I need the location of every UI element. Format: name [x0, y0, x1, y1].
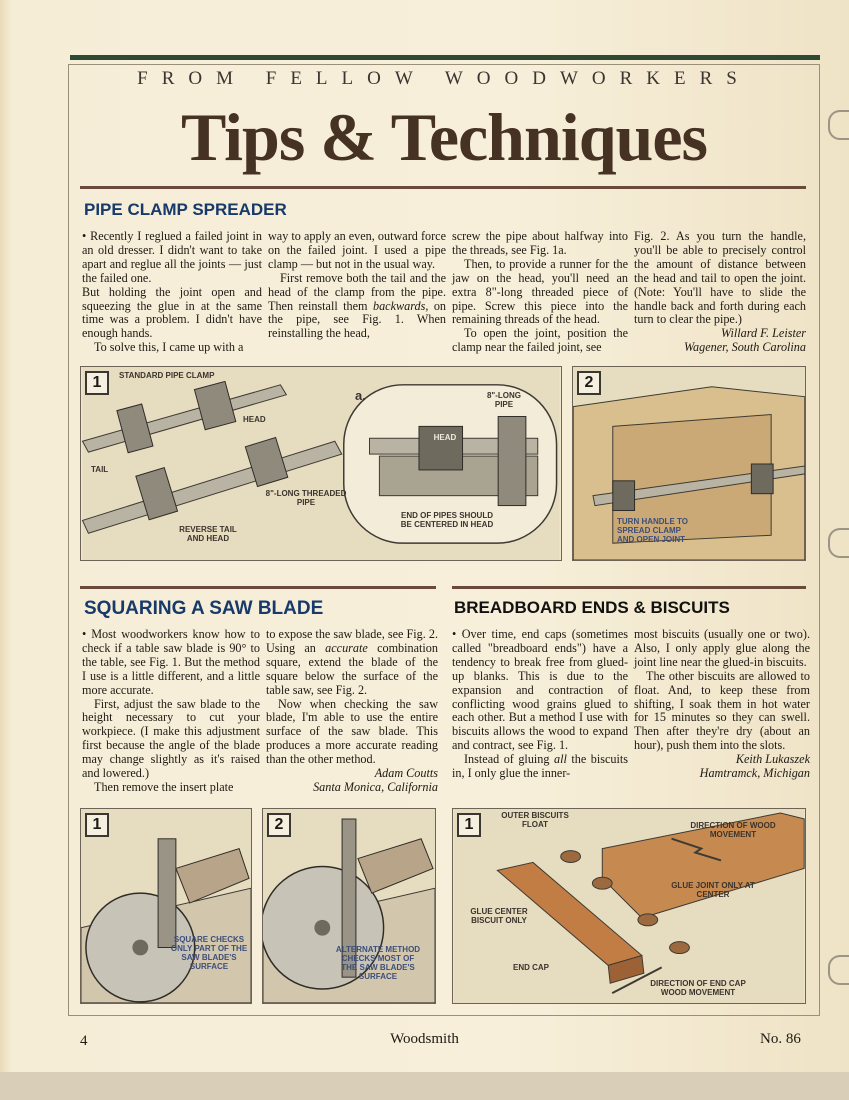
label-glue-center: GLUE CENTER BISCUIT ONLY: [470, 907, 528, 925]
signature-name: Willard F. Leister: [721, 326, 806, 341]
binder-ring: [828, 955, 849, 985]
paragraph: Then remove the insert plate: [94, 779, 234, 794]
inset-letter: a.: [355, 388, 366, 403]
paragraph: To solve this, I came up with a: [94, 340, 244, 355]
breadboard-col-2: [634, 628, 810, 781]
breadboard-figure-1: [452, 808, 806, 1004]
pipe-clamp-col-2: [268, 230, 446, 341]
emphasis: backwards,: [372, 298, 429, 313]
figure-number-badge: 2: [267, 813, 291, 837]
label-head: HEAD: [243, 415, 266, 424]
label-end-cap: END CAP: [512, 963, 549, 972]
label-direction-end-cap: DIRECTION OF END CAP WOOD MOVEMENT: [650, 979, 746, 997]
paragraph: most biscuits (usually one or two). Also, I only apply glue along the joint line near the glued-in biscuits.: [634, 627, 810, 669]
pipe-clamp-title: PIPE CLAMP SPREADER: [84, 200, 287, 219]
paragraph: The other biscuits are allowed to float. And, to keep these from shifting, I soak them in hot water for 15 minutes so they can swell. Then after they're dry (about an hour), push them into the slots.: [634, 668, 810, 753]
label-glue-joint: GLUE JOINT ONLY AT CENTER: [671, 881, 755, 899]
pipe-clamp-figure-2: [572, 366, 806, 561]
label-square-checks: SQUARE CHECKS ONLY PART OF THE SAW BLADE'S SURFACE: [170, 935, 248, 971]
text-run: First remove both the tail and the head of the clamp from the pipe. Then reinstall them: [268, 270, 446, 313]
signature-name: Adam Coutts: [374, 766, 438, 781]
signature-place: Santa Monica, California: [313, 779, 438, 794]
squaring-title: SQUARING A SAW BLADE: [84, 598, 324, 619]
signature-name: Keith Lukaszek: [735, 752, 810, 767]
top-color-bar: [70, 55, 820, 60]
signature-place: Hamtramck, Michigan: [699, 766, 810, 781]
paragraph: To open the joint, position the clamp near the failed joint, see: [452, 326, 628, 355]
issue-number: No. 86: [760, 1031, 801, 1047]
paragraph: • Over time, end caps (sometimes called "breadboard ends") have a tendency to break free from glued-up blanks. This is due to the expansion and contraction of conflicting wood grains glued to each other. But a method I use with biscuits allows the wood to expand and contract, see Fig. 1.: [452, 627, 628, 753]
page-bottom-shade: [0, 1072, 849, 1100]
squaring-col-1: [82, 628, 260, 795]
pipe-clamp-col-4: [634, 230, 806, 355]
signature-place: Wagener, South Carolina: [684, 340, 806, 355]
paragraph: But holding the joint open and squeezing the glue in at the same time was a problem. I didn't have enough hands.: [82, 284, 262, 341]
paragraph: [268, 272, 446, 342]
label-alternate-method: ALTERNATE METHOD CHECKS MOST OF THE SAW BLADE'S SURFACE: [335, 945, 421, 981]
label-turn-handle: TURN HANDLE TO SPREAD CLAMP AND OPEN JOINT: [617, 517, 688, 544]
inset-label-end-of-pipes: END OF PIPES SHOULD BE CENTERED IN HEAD: [400, 511, 494, 529]
pipe-clamp-col-1: [82, 230, 262, 355]
emphasis: all: [554, 752, 567, 767]
inset-label-pipe: 8"-LONG PIPE: [486, 391, 521, 409]
saw-figure-1: [80, 808, 252, 1004]
pipe-clamp-figure-1: [80, 366, 562, 561]
binder-ring: [828, 110, 849, 140]
saw-figure-2: [262, 808, 436, 1004]
paragraph: • Most woodworkers know how to check if a table saw blade is 90° to the table, see Fig. 1. But the method I use is a little different, and a little more accurate.: [82, 627, 260, 697]
page-number: 4: [80, 1033, 88, 1049]
paragraph: First, adjust the saw blade to the height necessary to cut your workpiece. (I make this adjustment first because the angle of the blade may change slightly as it's raised and lowered.): [82, 696, 260, 781]
figure-number-badge: 2: [577, 371, 601, 395]
label-reverse-tail-head: REVERSE TAIL AND HEAD: [179, 525, 237, 543]
section-rule: [452, 586, 806, 589]
paragraph: • Recently I reglued a failed joint in an old dresser. I didn't want to take apart and reglue all the joints — just the failed one.: [82, 229, 262, 285]
label-standard-pipe-clamp: STANDARD PIPE CLAMP: [119, 371, 215, 380]
label-threaded-pipe: 8"-LONG THREADED PIPE: [265, 489, 347, 507]
paragraph: [452, 753, 628, 781]
text-run: combination square, extend the blade of the square below the surface of the table saw, see Fig. 2.: [266, 640, 438, 697]
figure-number-badge: 1: [85, 371, 109, 395]
label-outer-biscuits: OUTER BISCUITS FLOAT: [501, 811, 569, 829]
text-run: to expose the saw blade, see Fig. 2. Using an: [266, 627, 438, 655]
emphasis: accurate: [325, 640, 368, 655]
page-title: Tips & Techniques: [180, 99, 707, 175]
squaring-col-2: [266, 628, 438, 795]
saw-blade-illustration: [81, 809, 251, 1003]
paragraph: Then, to provide a runner for the jaw on the head, you'll need an extra 8"-long threaded piece of pipe. Screw this piece into the remaining threads of the head.: [452, 256, 628, 327]
figure-number-badge: 1: [457, 813, 481, 837]
section-rule: [80, 586, 436, 589]
section-kicker: FROM FELLOW WOODWORKERS: [137, 68, 751, 89]
binder-ring: [828, 528, 849, 558]
paragraph: [266, 628, 438, 698]
text-run: on the pipe, see Fig. 1. When reinstalling the head,: [268, 298, 447, 341]
figure-number-badge: 1: [85, 813, 109, 837]
text-run: the biscuits in, I only glue the inner-: [452, 752, 629, 781]
label-tail: TAIL: [91, 465, 109, 474]
inset-label-head: HEAD: [433, 433, 457, 442]
label-direction-wood-movement: DIRECTION OF WOOD MOVEMENT: [690, 821, 776, 839]
section-rule: [80, 186, 806, 189]
paragraph: Now when checking the saw blade, I'm able to use the entire surface of the saw blade. This produces a more accurate reading than the other method.: [266, 696, 438, 767]
paragraph: Fig. 2. As you turn the handle, you'll be able to precisely control the amount of distance between the head and tail to open the joint. (Note: You'll have to slide the handle back and forth during each turn to clear the pipe.): [634, 229, 806, 327]
breadboard-title: BREADBOARD ENDS & BISCUITS: [454, 598, 730, 617]
pipe-clamp-col-3: [452, 230, 628, 355]
magazine-name: Woodsmith: [390, 1031, 459, 1047]
paragraph: way to apply an even, outward force on the failed joint. I used a pipe clamp — but not in the usual way.: [268, 229, 446, 271]
paragraph: screw the pipe about halfway into the threads, see Fig. 1a.: [452, 229, 628, 257]
text-run: Instead of gluing: [464, 752, 550, 767]
breadboard-col-1: [452, 628, 628, 781]
